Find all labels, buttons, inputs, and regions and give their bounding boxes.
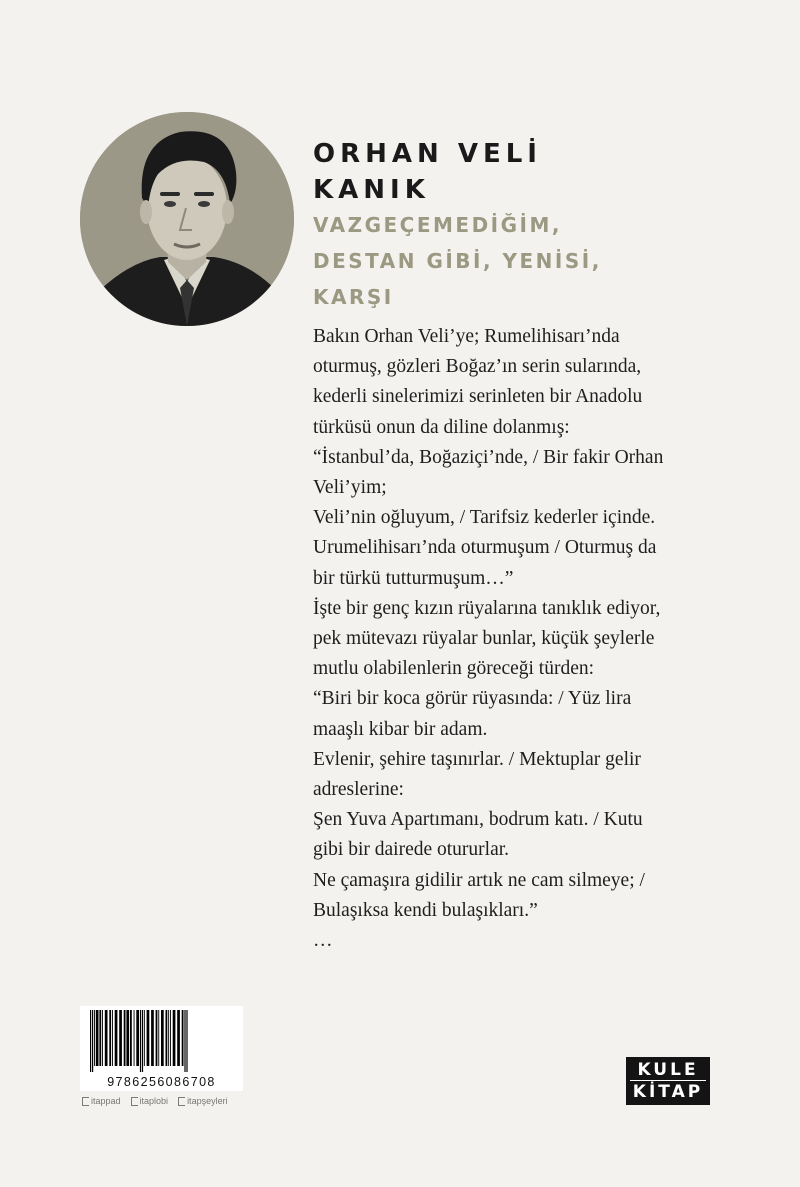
author-name: [313, 136, 753, 208]
author-name-line1: ORHAN VELİ: [313, 139, 542, 169]
blurb-line: Veli’yim;: [313, 477, 387, 499]
barcode-bar: [156, 1010, 158, 1066]
blurb-line: oturmuş, gözleri Boğaz’ın serin sularında,: [313, 356, 642, 378]
store-logos: [82, 1094, 252, 1108]
blurb-line: maaşlı kibar bir adam.: [313, 718, 488, 740]
blurb-line: Ne çamaşıra gidilir artık ne cam silmeye; /: [313, 869, 645, 891]
blurb-line: Evlenir, şehire taşınırlar. / Mektuplar gelir: [313, 748, 641, 770]
barcode-bar: [170, 1010, 171, 1066]
book-titles: [313, 207, 773, 315]
author-name-line2: KANIK: [313, 175, 430, 205]
blurb-line: bir türkü tutturmuşum…”: [313, 567, 514, 589]
barcode-bar: [136, 1010, 139, 1066]
blurb-line: Şen Yuva Apartımanı, bodrum katı. / Kutu: [313, 809, 643, 831]
barcode-bar: [161, 1010, 164, 1066]
blurb-line: “İstanbul’da, Boğaziçi’nde, / Bir fakir Orhan: [313, 446, 664, 468]
author-photo: [80, 112, 294, 326]
barcode-bars: [80, 1006, 243, 1074]
barcode-bar: [124, 1010, 126, 1066]
book-titles-line1: VAZGEÇEMEDİĞİM,: [313, 213, 562, 237]
barcode-guard-bar: [92, 1010, 93, 1072]
barcode-bar: [126, 1010, 129, 1066]
isbn-barcode: [80, 1006, 243, 1091]
blurb-line: Bakın Orhan Veli’ye; Rumelihisarı’nda: [313, 326, 620, 347]
isbn-number: 9786256086708: [107, 1075, 216, 1089]
k-icon: [178, 1097, 185, 1106]
store-logo-kitappad: [82, 1096, 121, 1106]
barcode-bar: [151, 1010, 154, 1066]
publisher-logo: [626, 1057, 710, 1105]
barcode-bar: [94, 1010, 95, 1066]
blurb-line: Bulaşıksa kendi bulaşıkları.”: [313, 899, 538, 921]
k-icon: [82, 1097, 89, 1106]
author-portrait: [80, 112, 294, 326]
barcode-bar: [119, 1010, 122, 1066]
blurb-line: gibi bir dairede otururlar.: [313, 839, 510, 861]
blurb-line: kederli sinelerimizi serinleten bir Anadolu: [313, 386, 643, 408]
store-logo-kitaplobi: [131, 1096, 169, 1106]
barcode-guard-bar: [184, 1010, 185, 1072]
barcode-bar: [144, 1010, 145, 1066]
barcode-bar: [115, 1010, 118, 1066]
blurb-line: mutlu olabilenlerin göreceği türden:: [313, 658, 595, 680]
publisher-logo-line1: KULE: [630, 1060, 706, 1081]
barcode-bar: [134, 1010, 135, 1066]
barcode-bar: [147, 1010, 150, 1066]
blurb-line: pek mütevazı rüyalar bunlar, küçük şeylerle: [313, 628, 655, 650]
store-logo-kitapseyleri: [178, 1096, 228, 1106]
blurb-line: “Biri bir koca görür rüyasında: / Yüz lira: [313, 688, 632, 710]
barcode-bar: [105, 1010, 108, 1066]
store-name: itappad: [91, 1096, 121, 1106]
barcode-bar: [109, 1010, 111, 1066]
barcode-bar: [112, 1010, 113, 1066]
blurb-line: …: [313, 930, 333, 952]
book-titles-line3: KARŞI: [313, 285, 394, 309]
barcode-bar: [130, 1010, 132, 1066]
barcode-bar: [177, 1010, 180, 1066]
blurb-line: türküsü onun da diline dolanmış:: [313, 416, 570, 438]
barcode-bar: [158, 1010, 159, 1066]
blurb-line: İşte bir genç kızın rüyalarına tanıklık ediyor,: [313, 597, 661, 619]
store-name: itaplobi: [139, 1096, 169, 1106]
barcode-guard-bar: [90, 1010, 91, 1072]
barcode-bar: [182, 1010, 184, 1066]
barcode-bar: [166, 1010, 168, 1066]
k-icon: [131, 1097, 138, 1106]
barcode-guard-bar: [140, 1010, 141, 1072]
barcode-guard-bar: [186, 1010, 187, 1072]
barcode-bar: [173, 1010, 176, 1066]
book-titles-line2: DESTAN GİBİ, YENİSİ,: [313, 249, 602, 273]
barcode-bar: [102, 1010, 103, 1066]
back-cover-blurb: [313, 322, 783, 956]
barcode-bar: [168, 1010, 169, 1066]
blurb-line: Veli’nin oğluyum, / Tarifsiz kederler içinde.: [313, 507, 656, 529]
barcode-bar: [96, 1010, 99, 1066]
barcode-bar: [99, 1010, 101, 1066]
store-name: itapşeyleri: [187, 1096, 228, 1106]
barcode-guard-bar: [142, 1010, 143, 1072]
blurb-line: adreslerine:: [313, 779, 404, 801]
publisher-logo-line2: KİTAP: [632, 1082, 704, 1102]
blurb-line: Urumelihisarı’nda oturmuşum / Oturmuş da: [313, 537, 657, 559]
